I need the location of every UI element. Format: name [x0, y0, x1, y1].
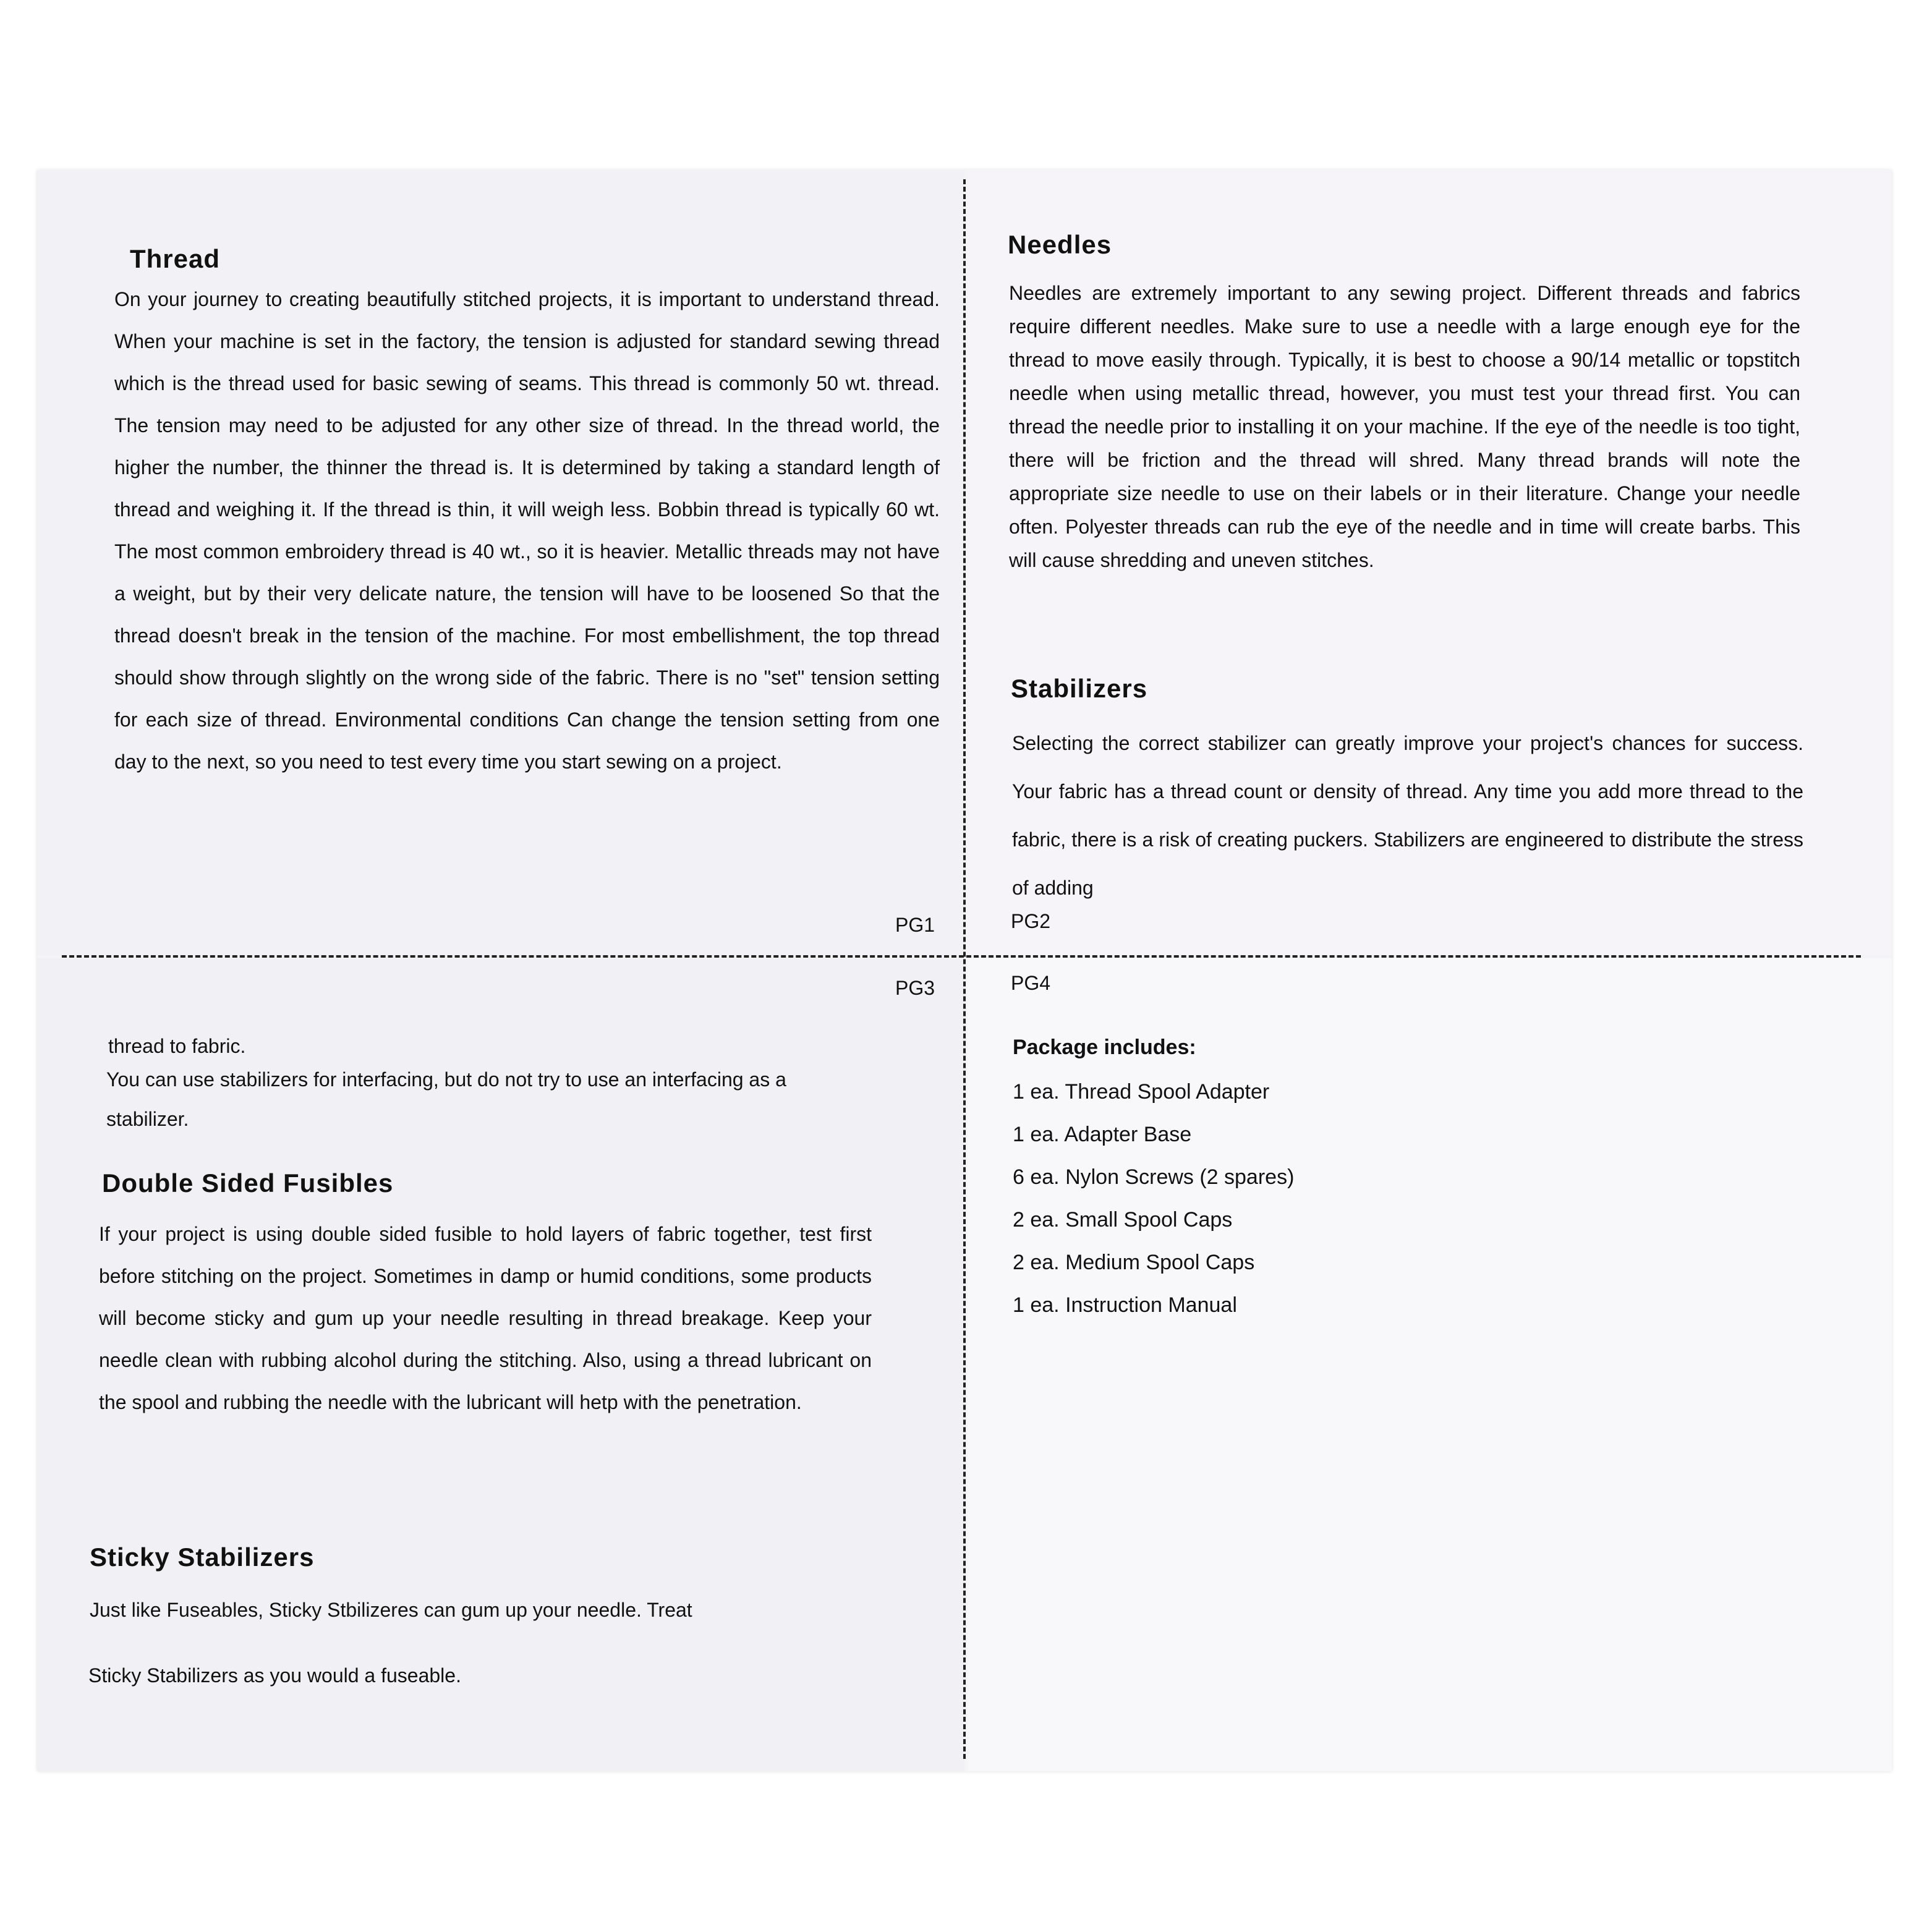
page-label-pg1: PG1 — [895, 914, 935, 936]
needles-heading: Needles — [1008, 230, 1112, 259]
package-item: 1 ea. Adapter Base — [1013, 1123, 1192, 1146]
stabilizers-continued-line: thread to fabric. — [108, 1035, 246, 1057]
package-item: 1 ea. Thread Spool Adapter — [1013, 1080, 1270, 1104]
double-sided-fusibles-heading: Double Sided Fusibles — [102, 1168, 394, 1198]
page-label-pg3: PG3 — [895, 977, 935, 999]
package-items-list — [1013, 1071, 1294, 1327]
package-includes-heading: Package includes: — [1013, 1036, 1196, 1059]
needles-paragraph: Needles are extremely important to any sewing project. Different threads and fabrics require different needles. Make sure to use a needle with a large enough eye for the thread to move easily through. Typically, it is best to choose a 90/14 metallic or topstitch needle when using metallic thread, however, you must test your thread first. You can thread the needle prior to installing it on your machine. If the eye of the needle is too tight, there will be friction and the thread will shred. Many thread brands will note the appropriate size needle to use on their labels or in their literature. Change your needle often. Polyester threads can rub the eye of the needle and in time will create barbs. This will cause shredding and uneven stitches. — [1009, 282, 1800, 571]
sticky-stabilizers-line-1: Just like Fuseables, Sticky Stbilizeres can gum up your needle. Treat — [90, 1599, 692, 1621]
page-label-pg2: PG2 — [1011, 910, 1051, 932]
package-item: 2 ea. Small Spool Caps — [1013, 1208, 1233, 1232]
package-item: 1 ea. Instruction Manual — [1013, 1293, 1237, 1317]
package-item: 2 ea. Medium Spool Caps — [1013, 1251, 1255, 1274]
sticky-stabilizers-heading: Sticky Stabilizers — [90, 1543, 315, 1572]
stabilizers-paragraph: Selecting the correct stabilizer can greatly improve your project's chances for success. Your fabric has a thread count or density of thread. Any time you add more thread to the fabric, there is a risk of creating puckers. Stabilizers are engineered to distribute the stress of adding — [1012, 732, 1803, 899]
thread-paragraph: On your journey to creating beautifully stitched projects, it is important to understand thread. When your machine is set in the factory, the tension is adjusted for standard sewing thread which is the thread used for basic sewing of seams. This thread is commonly 50 wt. thread. The tension may need to be adjusted for any other size of thread. In the thread world, the higher the number, the thinner the thread is. It is determined by taking a standard length of thread and weighing it. If the thread is thin, it will weigh less. Bobbin thread is typically 60 wt. The most common embroidery thread is 40 wt., so it is heavier. Metallic threads may not have a weight, but by their very delicate nature, the tension will have to be loosened So that the thread doesn't break in the tension of the machine. For most embellishment, the top thread should show through slightly on the wrong side of the fabric. There is no "set" tension setting for each size of thread. Environmental conditions Can change the tension setting from one day to the next, so you need to test every time you start sewing on a project. — [114, 288, 940, 773]
stabilizers-interfacing-note: You can use stabilizers for interfacing, but do not try to use an interfacing as a stabilizer. — [106, 1068, 786, 1130]
page-label-pg4: PG4 — [1011, 972, 1051, 994]
horizontal-fold-line — [62, 955, 1861, 958]
vertical-fold-line — [963, 179, 966, 1759]
thread-heading: Thread — [130, 244, 221, 273]
sticky-stabilizers-line-2: Sticky Stabilizers as you would a fuseable. — [88, 1664, 461, 1687]
double-sided-fusibles-paragraph: If your project is using double sided fusible to hold layers of fabric together, test first before stitching on the project. Sometimes in damp or humid conditions, some products will become sticky and gum up your needle resulting in thread breakage. Keep your needle clean with rubbing alcohol during the stitching. Also, using a thread lubricant on the spool and rubbing the needle with the lubricant will hetp with the penetration. — [99, 1223, 872, 1413]
package-item: 6 ea. Nylon Screws (2 spares) — [1013, 1165, 1295, 1189]
stabilizers-heading: Stabilizers — [1011, 674, 1148, 703]
